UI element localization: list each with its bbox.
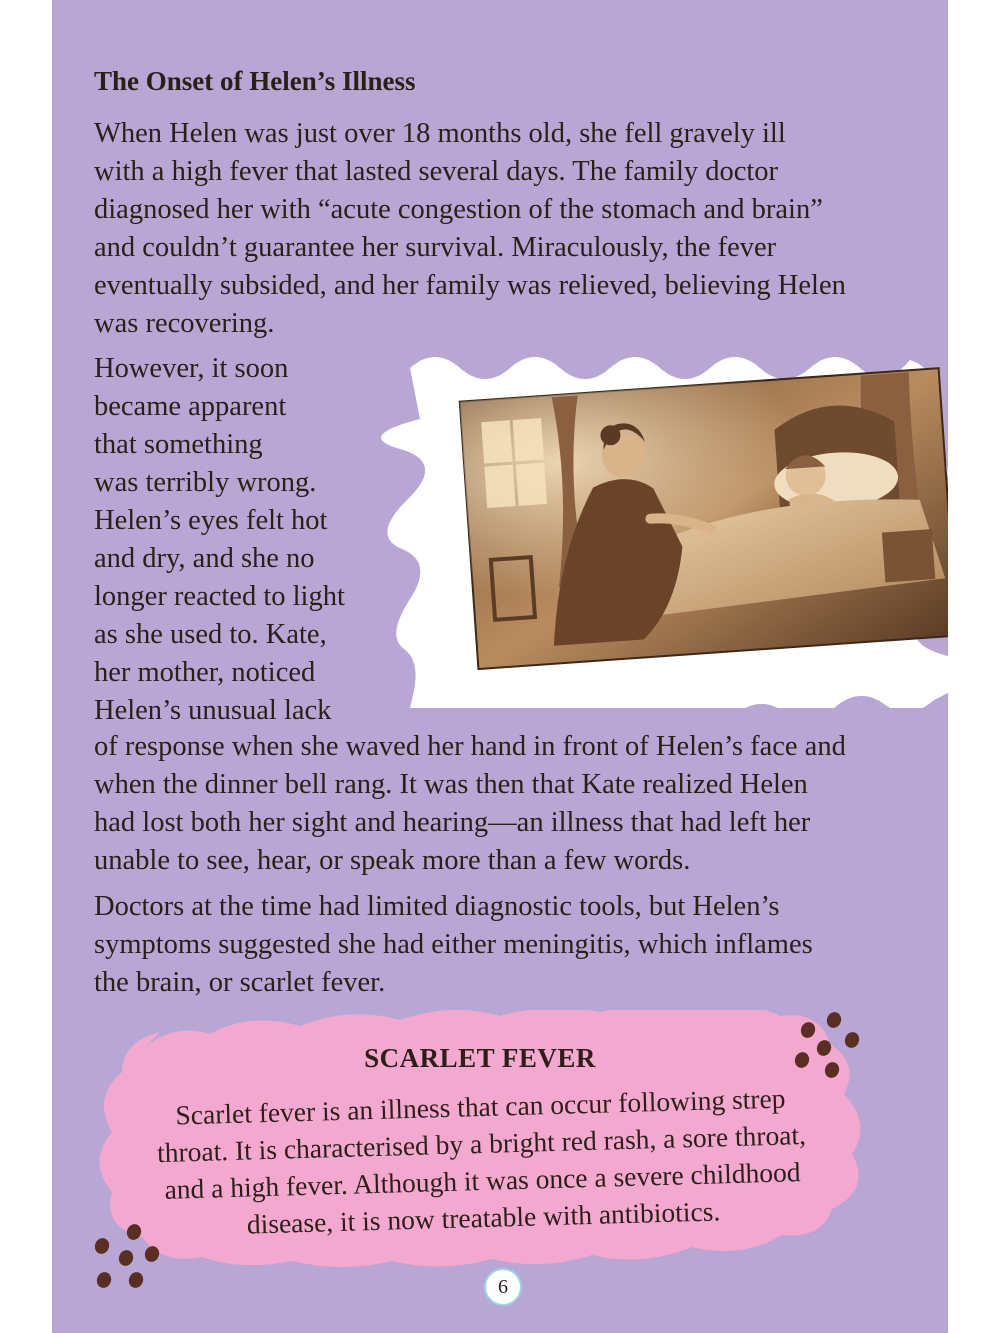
sepia-illustration-mother-at-bedside-icon xyxy=(370,318,948,708)
text-line: and couldn’t guarantee her survival. Miraculously, the fever xyxy=(94,232,777,263)
text-line: symptoms suggested she had either meningitis, which inflames xyxy=(94,929,813,960)
text-line: as she used to. Kate, xyxy=(94,619,327,650)
text-line: Scarlet fever is an illness that can occur following strep xyxy=(175,1082,786,1131)
text-line: was terribly wrong. xyxy=(94,467,317,498)
fact-box-body xyxy=(80,1077,884,1247)
section-heading: The Onset of Helen’s Illness xyxy=(94,66,416,96)
text-line: Helen’s eyes felt hot xyxy=(94,505,328,536)
text-line: her mother, noticed xyxy=(94,657,316,688)
book-page xyxy=(52,0,948,1333)
text-line: Doctors at the time had limited diagnostic tools, but Helen’s xyxy=(94,891,780,922)
text-line: However, it soon xyxy=(94,353,289,384)
paragraph-symptoms-continued xyxy=(94,728,846,880)
page-number: 6 xyxy=(484,1268,522,1306)
text-line: that something xyxy=(94,429,263,460)
text-line: throat. It is characterised by a bright red rash, a sore throat, xyxy=(156,1118,807,1169)
paragraph-symptoms-wrapped xyxy=(94,350,345,730)
text-line: When Helen was just over 18 months old, she fell gravely ill xyxy=(94,118,786,149)
text-line: unable to see, hear, or speak more than a few words. xyxy=(94,845,691,876)
illustration-frame xyxy=(370,318,948,708)
text-line: eventually subsided, and her family was relieved, believing Helen xyxy=(94,270,846,301)
text-line: Helen’s unusual lack xyxy=(94,695,332,726)
text-line: diagnosed her with “acute congestion of the stomach and brain” xyxy=(94,194,823,225)
text-line: and a high fever. Although it was once a severe childhood xyxy=(164,1156,801,1205)
text-line: had lost both her sight and hearing—an illness that had left her xyxy=(94,807,811,838)
text-line: disease, it is now treatable with antibiotics. xyxy=(246,1195,721,1240)
text-line: the brain, or scarlet fever. xyxy=(94,967,386,998)
paragraph-diagnosis xyxy=(94,888,813,1002)
text-line: of response when she waved her hand in front of Helen’s face and xyxy=(94,731,846,762)
text-line: when the dinner bell rang. It was then that Kate realized Helen xyxy=(94,769,808,800)
text-line: was recovering. xyxy=(94,308,275,339)
dots-decoration-icon xyxy=(794,1008,866,1080)
text-line: and dry, and she no xyxy=(94,543,315,574)
paragraph-illness-onset xyxy=(94,115,846,343)
fact-box-title: SCARLET FEVER xyxy=(364,1043,596,1073)
text-line: longer reacted to light xyxy=(94,581,345,612)
dots-decoration-icon xyxy=(90,1222,162,1294)
text-line: became apparent xyxy=(94,391,287,422)
text-line: with a high fever that lasted several days. The family doctor xyxy=(94,156,779,187)
